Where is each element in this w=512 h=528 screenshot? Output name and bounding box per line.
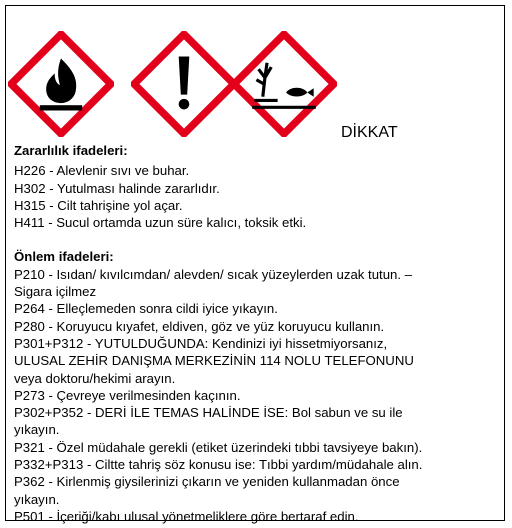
safety-label	[5, 5, 505, 524]
precaution-line: yıkayın.	[14, 422, 60, 438]
precaution-line: P301+P312 - YUTULDUĞUNDA: Kendinizi iyi hissetmiyorsanız,	[14, 335, 388, 351]
precaution-line: P362 - Kirlenmiş giysilerinizi çıkarın ve yeniden kullanmadan önce	[14, 474, 400, 490]
exclamation-icon	[131, 31, 237, 137]
precaution-line: P332+P313 - Ciltte tahriş söz konusu ise: Tıbbi yardım/müdahale alın.	[14, 457, 423, 473]
precaution-line: ULUSAL ZEHİR DANIŞMA MERKEZİNİN 114 NOLU TELEFONUNU	[14, 353, 414, 369]
precaution-line: yıkayın.	[14, 491, 60, 507]
precaution-line: P210 - Isıdan/ kıvılcımdan/ alevden/ sıcak yüzeylerden uzak tutun. –	[14, 266, 413, 282]
precaution-line: veya doktoru/hekimi arayın.	[14, 370, 176, 386]
hazard-title: Zararlılık ifadeleri:	[14, 143, 128, 158]
hazard-line: H411 - Sucul ortamda uzun süre kalıcı, toksik etki.	[14, 215, 307, 231]
precaution-line: P302+P352 - DERİ İLE TEMAS HALİNDE İSE: Bol sabun ve su ile	[14, 405, 403, 421]
precaution-title: Önlem ifadeleri:	[14, 249, 114, 265]
precaution-line: P501 - İçeriği/kabı ulusal yönetmeliklere göre bertaraf edin.	[14, 508, 359, 524]
hazard-line: H315 - Cilt tahrişine yol açar.	[14, 197, 183, 213]
precaution-line: P321 - Özel müdahale gerekli (etiket üzerindeki tıbbi tavsiyeye bakın).	[14, 439, 423, 455]
environment-icon	[231, 31, 337, 137]
precaution-line: P273 - Çevreye verilmesinden kaçının.	[14, 387, 241, 403]
precaution-line: P264 - Elleçlemeden sonra cildi iyice yıkayın.	[14, 301, 278, 317]
flame-icon	[8, 31, 114, 137]
precaution-line: P280 - Koruyucu kıyafet, eldiven, göz ve yüz koruyucu kullanın.	[14, 318, 385, 334]
signal-word: DİKKAT	[341, 124, 398, 141]
precaution-line: Sigara içilmez	[14, 284, 97, 300]
hazard-line: H302 - Yutulması halinde zararlıdır.	[14, 180, 220, 196]
statements	[14, 142, 500, 525]
hazard-line: H226 - Alevlenir sıvı ve buhar.	[14, 163, 190, 179]
